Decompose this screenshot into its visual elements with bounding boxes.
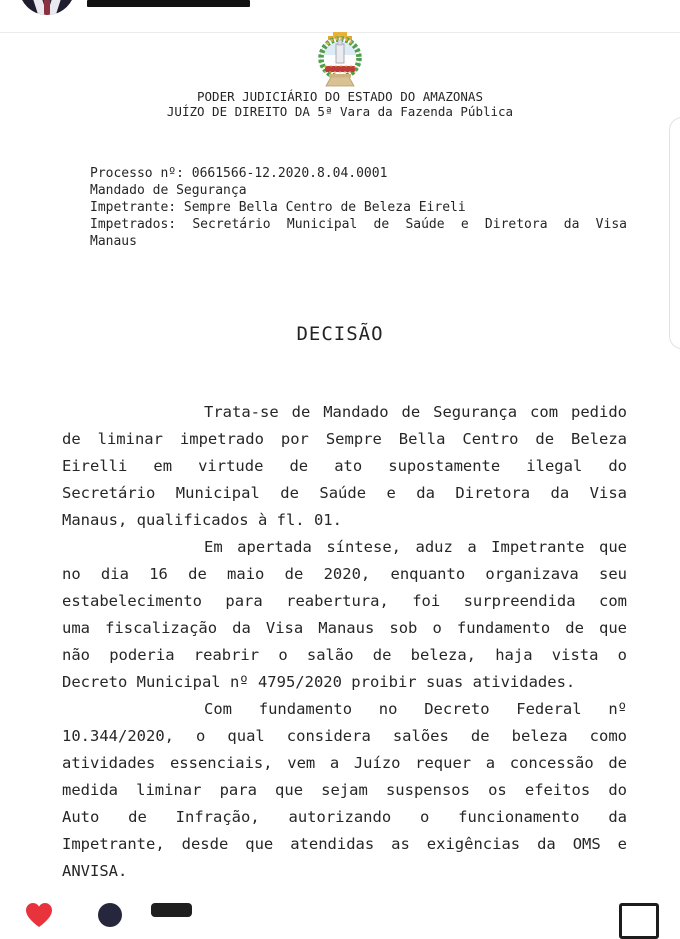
court-document[interactable] bbox=[0, 31, 680, 885]
bar-icon[interactable] bbox=[151, 903, 192, 917]
text-line: de liminar impetrado por Sempre Bella Centro de Beleza bbox=[62, 430, 627, 448]
text-line: medida liminar para que sejam suspensos os efeitos do bbox=[62, 781, 627, 799]
text-line: ANVISA. bbox=[62, 862, 128, 880]
text-line: uma fiscalização da Visa Manaus sob o fundamento de que bbox=[62, 619, 627, 637]
text-line: Impetrante, desde que atendidas as exigências da OMS e bbox=[62, 835, 627, 853]
text-line: 10.344/2020, o qual considera salões de beleza como bbox=[62, 727, 627, 745]
square-icon[interactable] bbox=[619, 903, 659, 939]
text-line: Trata-se de Mandado de Segurança com pedido bbox=[204, 403, 627, 421]
paragraph-2 bbox=[62, 534, 627, 696]
text-line: Manaus, qualificados à fl. 01. bbox=[62, 511, 342, 529]
scrollbar-thumb[interactable] bbox=[669, 117, 680, 349]
text-line: Impetrante: Sempre Bella Centro de Beleza Eireli bbox=[90, 200, 466, 215]
coat-of-arms-emblem bbox=[304, 31, 376, 89]
profile-avatar[interactable] bbox=[19, 0, 75, 15]
paragraph-1 bbox=[62, 399, 627, 534]
text-line: Em apertada síntese, aduz a Impetrante que bbox=[204, 538, 627, 556]
document-org-header bbox=[0, 90, 680, 119]
case-processo bbox=[90, 165, 627, 182]
case-classe bbox=[90, 182, 627, 199]
text-line: Impetrados: Secretário Municipal de Saúde e Diretora da Visa bbox=[90, 217, 627, 232]
text-line: Secretário Municipal de Saúde e da Diretora da Visa bbox=[62, 484, 627, 502]
org-line1: PODER JUDICIÁRIO DO ESTADO DO AMAZONAS bbox=[197, 89, 483, 104]
decision-title: DECISÃO bbox=[296, 323, 384, 345]
text-line: estabelecimento para reabertura, foi surpreendida com bbox=[62, 592, 627, 610]
org-line2: JUÍZO DE DIREITO DA 5ª Vara da Fazenda Pública bbox=[166, 103, 514, 119]
text-line: Mandado de Segurança bbox=[90, 183, 247, 198]
paragraph-3 bbox=[62, 696, 627, 885]
text-line: Manaus bbox=[90, 234, 137, 249]
case-impetrados bbox=[90, 216, 627, 250]
text-line: Decreto Municipal nº 4795/2020 proibir suas atividades. bbox=[62, 673, 576, 691]
case-impetrante bbox=[90, 199, 627, 216]
text-line: Com fundamento no Decreto Federal nº bbox=[204, 700, 627, 718]
decision-body bbox=[62, 399, 627, 885]
heart-icon[interactable] bbox=[25, 902, 53, 928]
text-line: no dia 16 de maio de 2020, enquanto organizava seu bbox=[62, 565, 627, 583]
text-line: não poderia reabrir o salão de beleza, haja vista o bbox=[62, 646, 627, 664]
text-line: atividades essenciais, vem a Juízo requer a concessão de bbox=[62, 754, 627, 772]
avatar-tie bbox=[44, 0, 50, 15]
text-line: Eirelli em virtude de ato supostamente ilegal do bbox=[62, 457, 627, 475]
redacted-name-bar[interactable] bbox=[87, 0, 250, 7]
case-info bbox=[90, 165, 627, 250]
text-line: Processo nº: 0661566-12.2020.8.04.0001 bbox=[90, 166, 388, 181]
post-header-strip bbox=[0, 0, 680, 33]
text-line: Auto de Infração, autorizando o funcionamento da bbox=[62, 808, 627, 826]
